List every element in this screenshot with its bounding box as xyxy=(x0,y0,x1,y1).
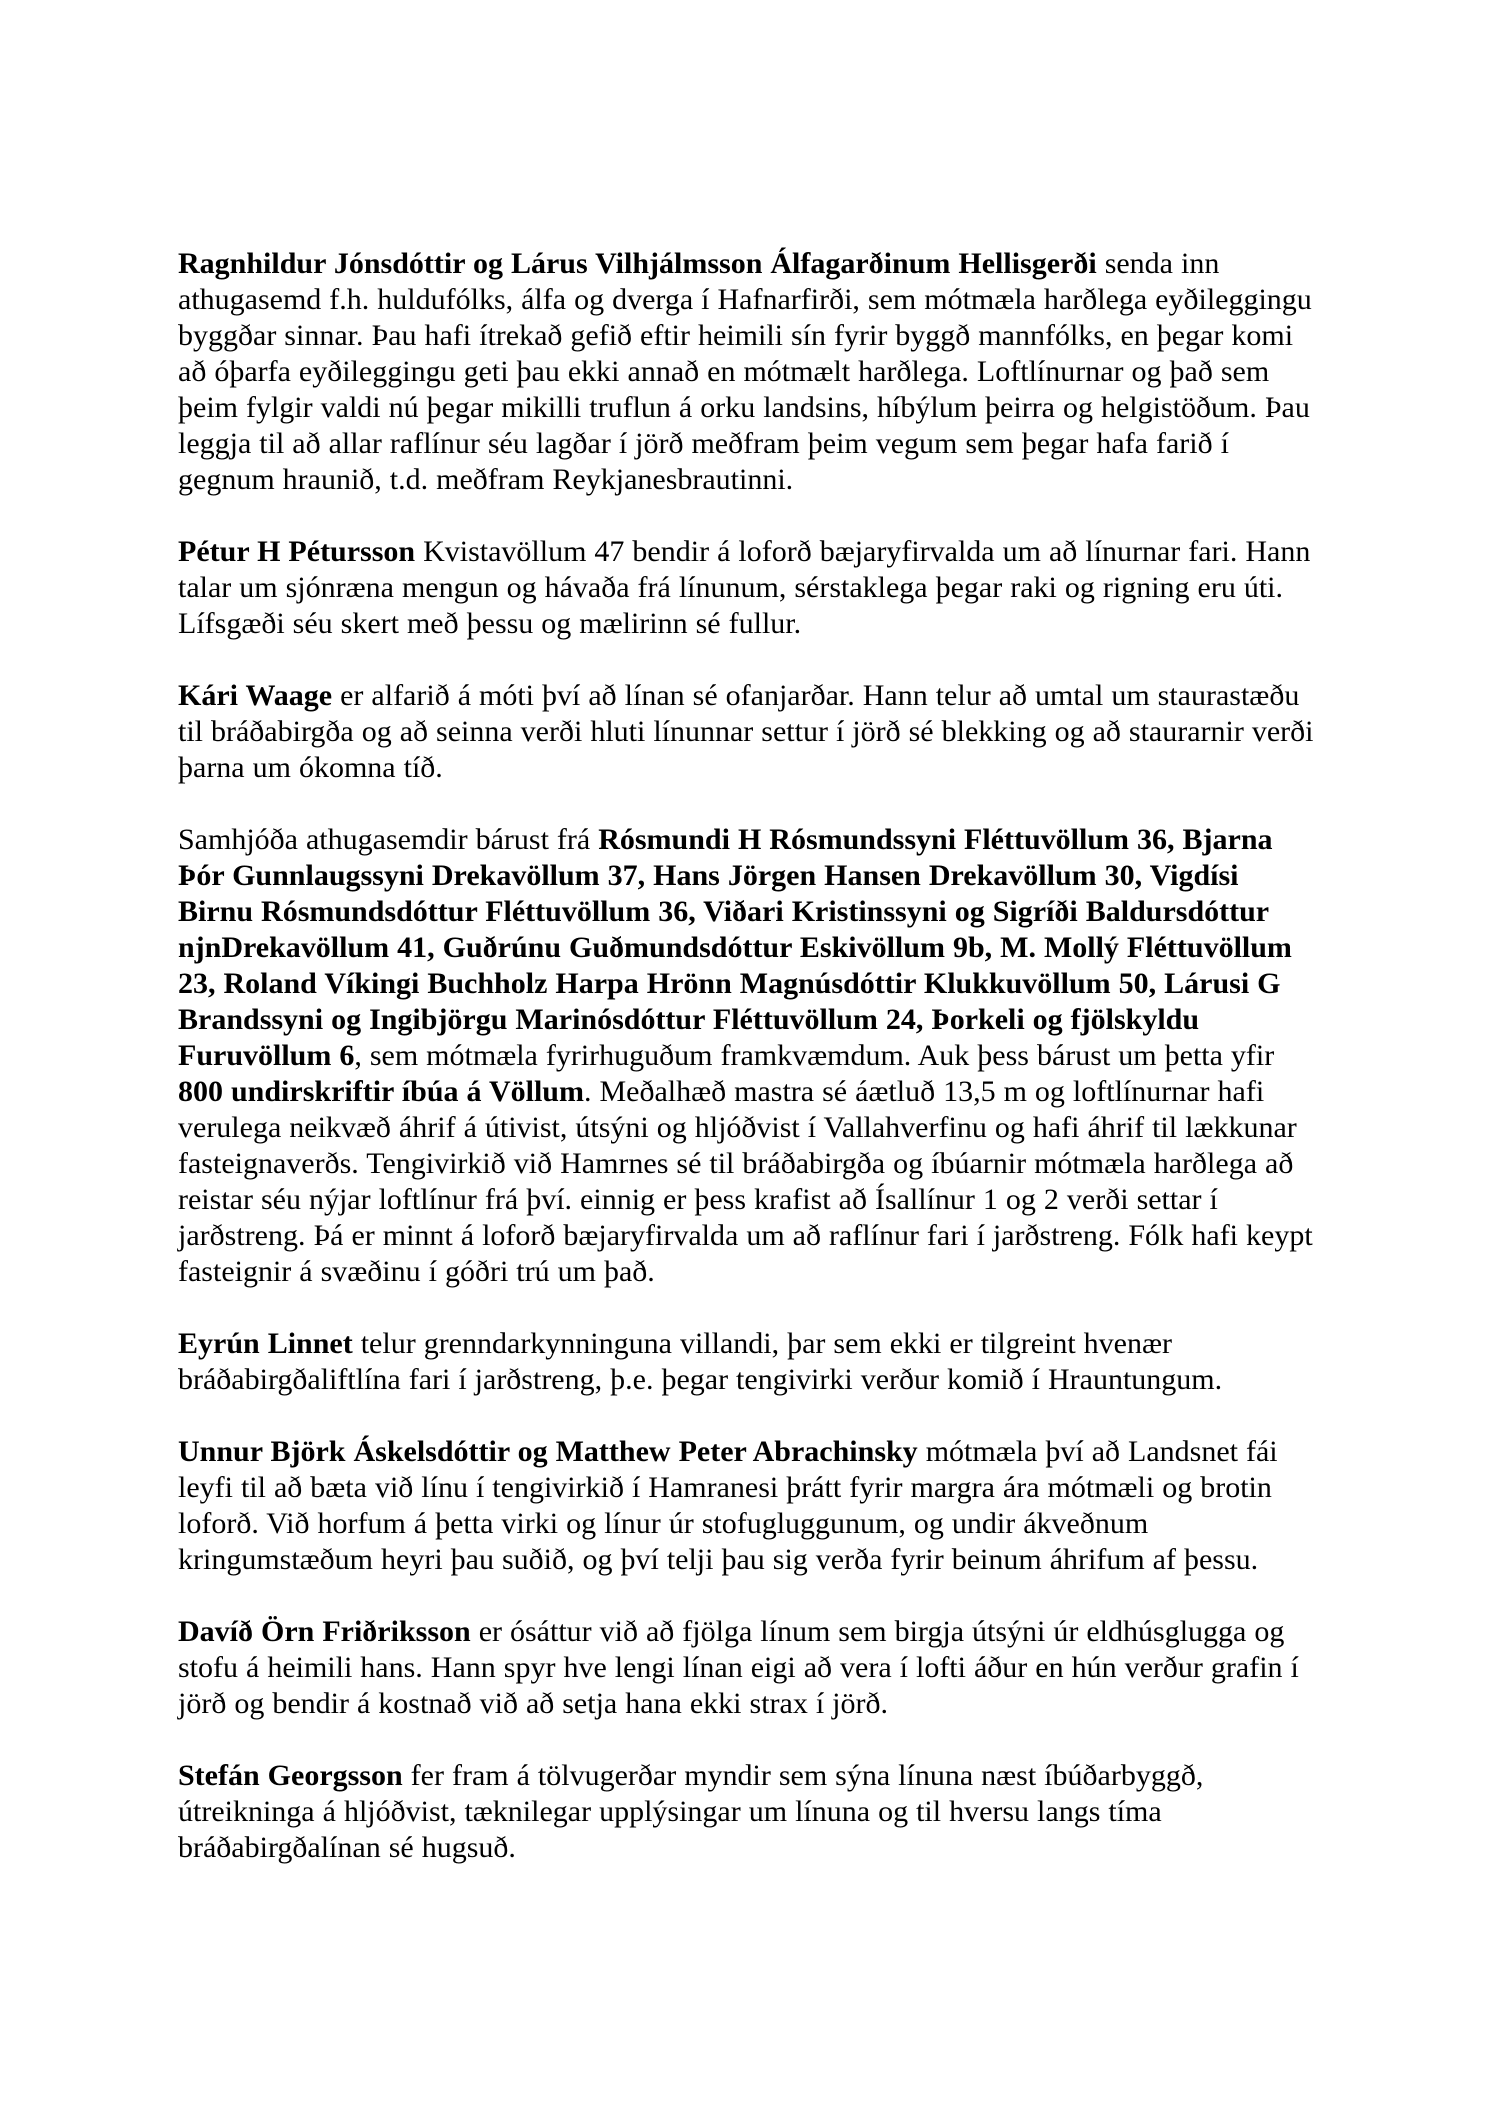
bold-text-run: Davíð Örn Friðriksson xyxy=(178,1615,471,1648)
text-run: . Meðalhæð mastra sé áætluð 13,5 m og loftlínurnar hafi verulega neikvæð áhrif á útivist, útsýni og hljóðvist í Vallahverfinu og hafi áhrif til lækkunar fasteignaverðs. Tengivirkið við Hamrnes sé til bráðabirgða og íbúarnir mótmæla harðlega að reistar séu nýjar loftlínur frá því. einnig er þess krafist að Ísallínur 1 og 2 verði settar í jarðstreng. Þá er minnt á loforð bæjaryfirvalda um að raflínur fari í jarðstreng. Fólk hafi keypt fasteignir á svæðinu í góðri trú um það. xyxy=(178,1075,1313,1288)
paragraph-eyrun-linnet xyxy=(178,1326,1318,1398)
text-run: er ósáttur við að fjölga línum sem birgja útsýni úr eldhúsglugga og stofu á heimili hans. Hann spyr hve lengi línan eigi að vera í lofti áður en hún verður grafin í jörð og bendir á kostnað við að setja hana ekki strax í jörð. xyxy=(178,1615,1299,1720)
text-run: Samhjóða athugasemdir bárust frá xyxy=(178,823,599,856)
bold-text-run: Kári Waage xyxy=(178,679,333,712)
bold-text-run: Eyrún Linnet xyxy=(178,1327,353,1360)
paragraph-ragnhildur-larus xyxy=(178,246,1318,498)
text-run: telur grenndarkynninguna villandi, þar sem ekki er tilgreint hvenær bráðabirgðaliftlína fari í jarðstreng, þ.e. þegar tengivirki verður komið í Hrauntungum. xyxy=(178,1327,1223,1396)
text-run: Kvistavöllum 47 bendir á loforð bæjaryfirvalda um að línurnar fari. Hann talar um sjónræna mengun og hávaða frá línunum, sérstaklega þegar raki og rigning eru úti. Lífsgæði séu skert með þessu og mælirinn sé fullur. xyxy=(178,535,1311,640)
paragraph-david-fridriksson xyxy=(178,1614,1318,1722)
paragraph-samhjoda-athugasemdir xyxy=(178,822,1318,1290)
bold-text-run: Unnur Björk Áskelsdóttir og Matthew Peter Abrachinsky xyxy=(178,1435,918,1468)
bold-text-run: Ragnhildur Jónsdóttir og Lárus Vilhjálmsson Álfagarðinum Hellisgerði xyxy=(178,247,1097,280)
text-run: fer fram á tölvugerðar myndir sem sýna línuna næst íbúðarbyggð, útreikninga á hljóðvist, tæknilegar upplýsingar um línuna og til hversu langs tíma bráðabirgðalínan sé hugsuð. xyxy=(178,1759,1204,1864)
paragraph-unnur-matthew xyxy=(178,1434,1318,1578)
bold-text-run: Pétur H Pétursson xyxy=(178,535,416,568)
document-body xyxy=(178,246,1318,1902)
bold-text-run: 800 undirskriftir íbúa á Völlum xyxy=(178,1075,584,1108)
paragraph-petur-petursson xyxy=(178,534,1318,642)
bold-text-run: Stefán Georgsson xyxy=(178,1759,403,1792)
bold-text-run: Rósmundi H Rósmundssyni Fléttuvöllum 36, Bjarna Þór Gunnlaugssyni Drekavöllum 37, Hans Jörgen Hansen Drekavöllum 30, Vigdísi Birnu Rósmundsdóttur Fléttuvöllum 36, Viðari Kristinssyni og Sigríði Baldursdóttur njnDrekavöllum 41, Guðrúnu Guðmundsdóttur Eskivöllum 9b, M. Mollý Fléttuvöllum 23, Roland Víkingi Buchholz Harpa Hrönn Magnúsdóttir Klukkuvöllum 50, Lárusi G Brandssyni og Ingibjörgu Marinósdóttur Fléttuvöllum 24, Þorkeli og fjölskyldu Furuvöllum 6 xyxy=(178,823,1292,1072)
text-run: , sem mótmæla fyrirhuguðum framkvæmdum. Auk þess bárust um þetta yfir xyxy=(354,1039,1275,1072)
paragraph-stefan-georgsson xyxy=(178,1758,1318,1866)
text-run: senda inn athugasemd f.h. huldufólks, álfa og dverga í Hafnarfirði, sem mótmæla harðlega eyðileggingu byggðar sinnar. Þau hafi ítrekað gefið eftir heimili sín fyrir byggð mannfólks, en þegar komi að óþarfa eyðileggingu geti þau ekki annað en mótmælt harðlega. Loftlínurnar og það sem þeim fylgir valdi nú þegar mikilli truflun á orku landsins, híbýlum þeirra og helgistöðum. Þau leggja til að allar raflínur séu lagðar í jörð meðfram þeim vegum sem þegar hafa farið í gegnum hraunið, t.d. meðfram Reykjanesbrautinni. xyxy=(178,247,1312,496)
text-run: mótmæla því að Landsnet fái leyfi til að bæta við línu í tengivirkið í Hamranesi þrátt fyrir margra ára mótmæli og brotin loforð. Við horfum á þetta virki og línur úr stofugluggunum, og undir ákveðnum kringumstæðum heyri þau suðið, og því telji þau sig verða fyrir beinum áhrifum af þessu. xyxy=(178,1435,1278,1576)
paragraph-kari-waage xyxy=(178,678,1318,786)
text-run: er alfarið á móti því að línan sé ofanjarðar. Hann telur að umtal um staurastæðu til bráðabirgða og að seinna verði hluti línunnar settur í jörð sé blekking og að staurarnir verði þarna um ókomna tíð. xyxy=(178,679,1314,784)
